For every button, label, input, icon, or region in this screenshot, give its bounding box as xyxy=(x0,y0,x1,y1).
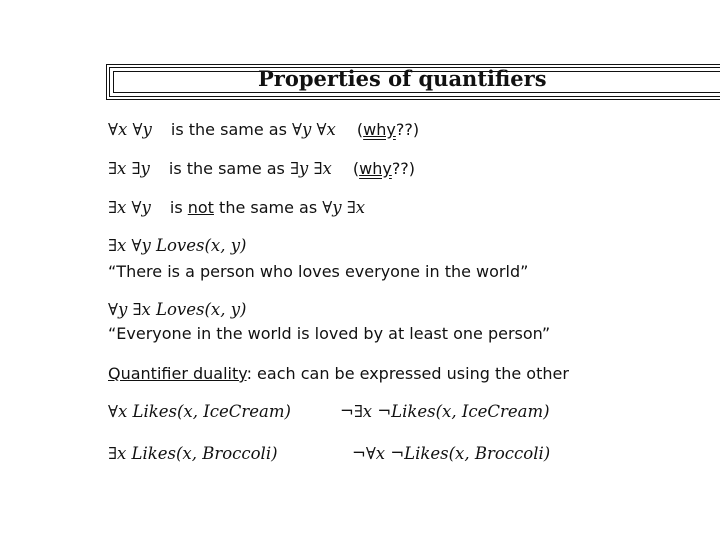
statement-text-post: the same as xyxy=(219,198,318,217)
loves-quote-1: “There is a person who loves everyone in the world” xyxy=(108,262,529,281)
row-forall-forall xyxy=(108,120,419,140)
duality-example-1 xyxy=(108,402,291,422)
formula-left: ∃x Likes(x, Broccoli) xyxy=(108,444,278,463)
formula-a: ∃x ∃y xyxy=(108,159,150,178)
slide-title: Properties of quantifiers xyxy=(258,66,547,91)
statement-text-pre: is xyxy=(169,198,183,217)
duality-description: : each can be expressed using the other xyxy=(246,364,569,383)
duality-line xyxy=(108,364,569,384)
loves-formula-1: ∃x ∀y Loves(x, y) xyxy=(108,236,247,255)
why-open: ( xyxy=(352,159,360,178)
formula-right: ¬∃x ¬Likes(x, IceCream) xyxy=(340,402,550,421)
row-exists-exists xyxy=(108,159,415,179)
statement-text: is the same as xyxy=(170,120,287,139)
formula-a: ∃x ∀y xyxy=(108,198,151,217)
row-exists-forall xyxy=(108,198,365,218)
formula-b: ∀y ∃x xyxy=(322,198,366,217)
formula-b: ∀y ∀x xyxy=(292,120,336,139)
why-link: why xyxy=(363,120,396,139)
loves-formula-2: ∀y ∃x Loves(x, y) xyxy=(108,300,247,319)
loves-quote-2: “Everyone in the world is loved by at least one person” xyxy=(108,324,551,343)
formula-left: ∀x Likes(x, IceCream) xyxy=(108,402,291,421)
duality-example-2-equiv xyxy=(352,444,550,464)
why-link: why xyxy=(359,159,392,178)
duality-example-2 xyxy=(108,444,278,464)
why-open: ( xyxy=(356,120,364,139)
statement-text: is the same as xyxy=(168,159,285,178)
formula-a: ∀x ∀y xyxy=(108,120,152,139)
not-emphasis: not xyxy=(187,198,214,217)
formula-right: ¬∀x ¬Likes(x, Broccoli) xyxy=(352,444,551,463)
formula-b: ∃y ∃x xyxy=(289,159,332,178)
duality-label: Quantifier duality xyxy=(108,364,247,383)
why-close: ??) xyxy=(395,120,420,139)
duality-example-1-equiv xyxy=(340,402,550,422)
why-close: ??) xyxy=(391,159,416,178)
